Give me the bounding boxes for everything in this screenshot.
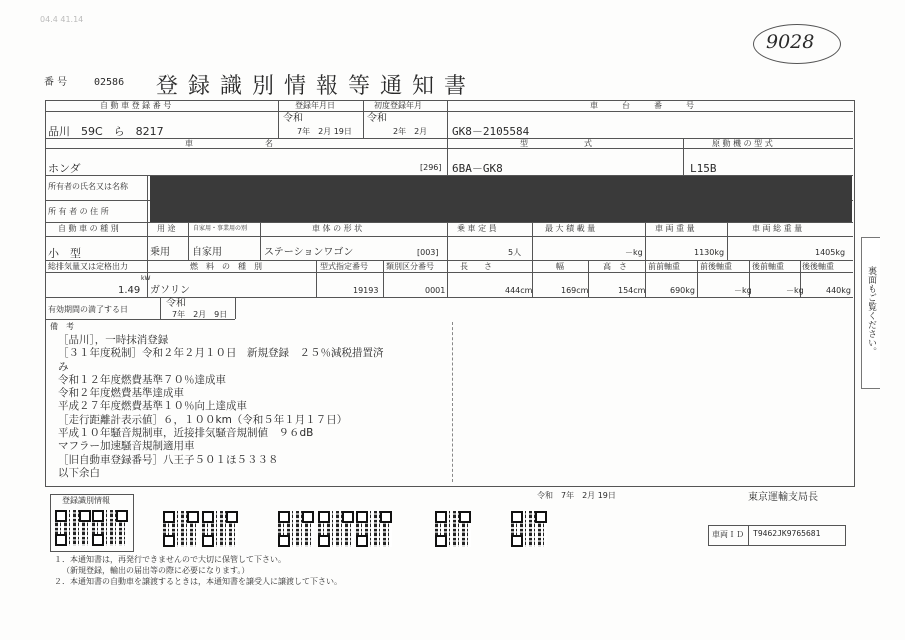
remark-line: ［品川］，一時抹消登録 xyxy=(58,334,169,346)
note-2: ２．本通知書の自動車を譲渡するときは，本通知書を譲受人に譲渡して下さい。 xyxy=(54,577,342,586)
header-remarks: 備 考 xyxy=(50,322,74,331)
header-max-load: 最 大 積 載 量 xyxy=(545,224,596,233)
remark-line: み xyxy=(58,360,69,373)
header-capacity: 乗 車 定 員 xyxy=(457,224,497,233)
value-vehicle-kind: 小 型 xyxy=(48,247,81,260)
value-length: 444cm xyxy=(505,286,533,295)
note-1b: （新規登録，輸出の届出等の際に必要になります。） xyxy=(62,566,250,575)
header-rr-axle: 後後軸重 xyxy=(802,262,834,271)
value-rr-axle: 440kg xyxy=(826,286,851,295)
header-private-commercial: 自家用・事業用の別 xyxy=(193,225,248,232)
value-reg-number: 品川 59C ら 8217 xyxy=(48,125,164,138)
value-model-code: [296] xyxy=(420,163,442,172)
value-first-reg: 2年 2月 xyxy=(393,127,428,136)
header-fr-axle: 前後軸重 xyxy=(700,262,732,271)
header-length: 長 さ xyxy=(460,262,492,271)
header-vehicle-weight: 車 両 重 量 xyxy=(655,224,695,233)
header-type-designation: 型式指定番号 xyxy=(320,262,368,271)
header-reg-number: 自 動 車 登 録 番 号 xyxy=(100,101,172,110)
header-fuel: 燃 料 の 種 別 xyxy=(190,262,262,271)
value-max-load: －kg xyxy=(625,248,643,257)
header-ff-axle: 前前軸重 xyxy=(648,262,680,271)
header-width: 幅 xyxy=(556,262,564,271)
value-body-shape: ステーションワゴン xyxy=(264,247,354,258)
header-body-shape: 車 体 の 形 状 xyxy=(312,224,363,233)
value-private-commercial: 自家用 xyxy=(192,247,222,258)
value-type-designation: 19193 xyxy=(353,286,379,295)
qr-code xyxy=(318,511,354,547)
header-owner-address: 所 有 者 の 住 所 xyxy=(48,207,109,216)
header-chassis: 車 台 番 号 xyxy=(590,101,694,110)
value-model: 6BA－GK8 xyxy=(452,162,503,175)
header-rf-axle: 後前軸重 xyxy=(752,262,784,271)
remark-line: 平成１０年騒音規制車，近接排気騒音規制値 ９６dB xyxy=(58,427,314,440)
header-height: 高 さ xyxy=(603,262,627,271)
vehicle-id-label: 車両ＩＤ xyxy=(712,530,744,539)
header-engine: 原 動 機 の 型 式 xyxy=(712,139,773,148)
remark-line: ［３１年度税制］令和２年２月１０日 新規登録 ２５％減税措置済 xyxy=(58,347,384,360)
remark-line: 以下余白 xyxy=(58,466,100,479)
remark-line: ［旧自動車登録番号］八王子５０１ほ５３３８ xyxy=(58,453,279,466)
handwritten-note: 9028 xyxy=(766,31,815,53)
remark-line: ［走行距離計表示値］６，１００km（令和５年１月１７日） xyxy=(58,413,348,426)
header-reg-date: 登録年月日 xyxy=(295,101,335,110)
qr-code xyxy=(356,511,392,547)
header-expiry: 有効期間の満了する日 xyxy=(48,305,128,314)
remarks-list xyxy=(58,334,384,480)
value-expiry-era: 令和 xyxy=(166,298,186,309)
value-body-code: [003] xyxy=(417,248,439,257)
value-width: 169cm xyxy=(561,286,589,295)
qr-code xyxy=(278,511,314,547)
header-displacement: 総排気量又は定格出力 xyxy=(48,262,128,271)
header-first-reg: 初度登録年月 xyxy=(374,101,422,110)
value-capacity: 5人 xyxy=(508,248,522,257)
header-vehicle-name: 車 名 xyxy=(185,139,273,148)
value-rf-axle: －kg xyxy=(786,286,804,295)
number-label: 番 号 xyxy=(44,77,68,88)
header-owner-name: 所有者の氏名又は名称 xyxy=(48,182,128,191)
value-fuel: ガソリン xyxy=(150,285,190,296)
header-vehicle-kind: 自 動 車 の 種 別 xyxy=(58,224,119,233)
value-vehicle-weight: 1130kg xyxy=(694,248,725,257)
value-gross-weight: 1405kg xyxy=(815,248,846,257)
value-displacement-unit: kW xyxy=(141,275,151,282)
remark-line: 平成２７年度燃費基準１０％向上達成車 xyxy=(58,400,247,413)
remark-line: 令和１２年度燃費基準７０％達成車 xyxy=(58,373,226,386)
value-reg-date: 7年 2月 19日 xyxy=(297,127,352,136)
value-usage: 乗用 xyxy=(150,247,170,258)
value-reg-era: 令和 xyxy=(283,113,303,124)
qr-code xyxy=(55,510,91,546)
note-1: １．本通知書は，再発行できませんので大切に保管して下さい。 xyxy=(54,555,286,564)
vehicle-id: T9462JK9765681 xyxy=(753,529,821,538)
side-tab-text: 裏面もご覧ください。 xyxy=(866,266,876,356)
value-vehicle-name: ホンダ xyxy=(48,162,81,175)
document-title: 登録識別情報等通知書 xyxy=(156,74,477,99)
side-tab xyxy=(861,237,880,389)
issue-date: 令和 7年 2月 19日 xyxy=(537,491,616,500)
value-ff-axle: 690kg xyxy=(670,286,695,295)
issuer: 東京運輸支局長 xyxy=(748,492,818,503)
remark-line: 令和２年度燃費基準達成車 xyxy=(58,387,184,400)
qr-label: 登録識別情報 xyxy=(62,496,110,505)
qr-code xyxy=(163,511,199,547)
value-fr-axle: －kg xyxy=(734,286,752,295)
value-expiry: 7年 2月 9日 xyxy=(172,310,228,319)
top-smudge: 04.4 41.14 xyxy=(40,15,84,24)
header-usage: 用 途 xyxy=(157,224,176,233)
owner-redaction xyxy=(150,176,852,222)
header-gross-weight: 車 両 総 重 量 xyxy=(752,224,803,233)
qr-code xyxy=(435,511,471,547)
value-first-reg-era: 令和 xyxy=(367,113,387,124)
qr-code xyxy=(511,511,547,547)
value-chassis: GK8－2105584 xyxy=(452,125,530,138)
header-model: 型 式 xyxy=(520,139,592,148)
qr-code xyxy=(202,511,238,547)
value-height: 154cm xyxy=(618,286,646,295)
document-number: 02586 xyxy=(94,77,125,88)
value-displacement: 1.49 xyxy=(118,285,141,296)
header-category-number: 類別区分番号 xyxy=(386,262,434,271)
qr-code xyxy=(92,510,128,546)
value-engine: L15B xyxy=(690,162,717,175)
value-category-number: 0001 xyxy=(425,286,446,295)
remark-line: マフラー加速騒音規制適用車 xyxy=(58,440,195,453)
